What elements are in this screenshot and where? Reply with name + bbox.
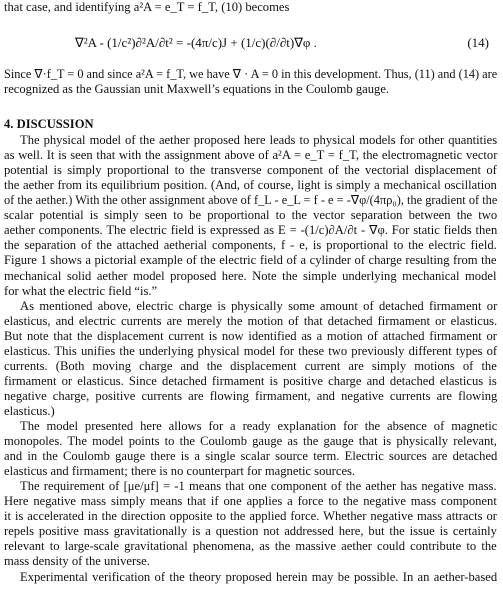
text-line: of the aether.) With the other assignment above of f_L - e_L = f - e = -∇φ/(4πρ₀), the gradient of the <box>4 193 498 208</box>
text-line: and in the Coulomb gauge there is a single scalar source term. Electric sources are detached <box>4 449 498 464</box>
text-line: scalar potential is simply seen to be proportional to the vector separation between the two <box>4 208 498 223</box>
text-line: elasticus.) <box>4 403 55 418</box>
text-line: mechanical solid aether model proposed here. Note the simple underlying mechanical model <box>4 268 497 283</box>
text-line: elasticus and firmament; there is no counterpart for magnetic sources. <box>4 464 356 479</box>
text-line: the aether from its equilibrium position. (And, of course, light is simply a mechanical oscillation <box>4 178 497 193</box>
text-line: The model presented here allows for a ready explanation for the absence of magnetic <box>20 418 498 433</box>
text-line: potential is simply proportional to the transverse component of the vectorial displacement of <box>4 163 497 178</box>
text-line: elasticus. This unifies the underlying physical model for these two previously different types of <box>4 343 498 358</box>
text-line: currents. (Both moving charge and the displacement current are simply motions of the <box>4 358 497 373</box>
text-line: as well. It is seen that with the assignment above of a²A = e_T = f_T, the electromagnetic vector <box>4 148 498 163</box>
text-line: Figure 1 shows a pictorial example of the electric field of a cylinder of charge resulting from the <box>4 253 497 268</box>
text-line: recognized as the Gaussian unit Maxwell’s equations in the Coulomb gauge. <box>4 82 390 96</box>
text-line: Here negative mass simply means that if one applies a force to the negative mass component <box>4 494 497 509</box>
text-line: negative charge, positive currents are flowing firmament, and negative currents are flowing <box>4 388 498 403</box>
text-line: As mentioned above, electric charge is physically some amount of detached firmament or <box>20 298 498 313</box>
text-line: for what the electric field “is.” <box>4 283 158 298</box>
text-line: it is accelerated in the direction opposite to the applied force. Whether negative mass attracts or <box>4 509 497 524</box>
text-line: that case, and identifying a²A = e_T = f_T, (10) becomes <box>4 0 290 14</box>
text-line: aether components. The electric field is expressed as E = -(1/c)∂A/∂t - ∇φ. For static fields then <box>4 223 498 238</box>
section-heading: 4. DISCUSSION <box>4 117 94 131</box>
text-line: The requirement of [μe/μf] = -1 means that one component of the aether has negative mass. <box>20 479 497 494</box>
text-line: elasticus, and electric currents are merely the motion of that detached firmament or elasticus. <box>4 313 498 328</box>
equation: ∇²A - (1/c²)∂²A/∂t² = -(4π/c)J + (1/c)(∂/∂t)∇φ . <box>75 35 317 50</box>
text-line: Since ∇·f_T = 0 and since a²A = f_T, we have ∇ · A = 0 in this development. Thus, (11) and (14) are <box>4 67 498 81</box>
text-line: relevant to large-scale gravitational phenomena, as the massive aether could contribute to the <box>4 539 497 554</box>
text-line: monopoles. The model points to the Coulomb gauge as the gauge that is physically relevant, <box>4 434 497 448</box>
text-line: firmament or elasticus. Since detached firmament is positive charge and detached elasticus is <box>4 373 497 388</box>
text-line: repels positive mass gravitationally is a question not addressed here, but the issue is certainly <box>4 524 497 539</box>
equation-number: (14) <box>467 35 489 50</box>
text-line: mass density of the universe. <box>4 554 150 569</box>
text-line: Experimental verification of the theory proposed herein may be possible. In an aether-based <box>20 569 498 584</box>
text-line: the separation of the attached aetherial components, f - e, is proportional to the electric field. <box>4 238 497 253</box>
text-line: The physical model of the aether proposed here leads to physical models for other quantities <box>20 133 498 147</box>
text-line: But note that the displacement current is now identified as a motion of attached firmament or <box>4 328 497 343</box>
